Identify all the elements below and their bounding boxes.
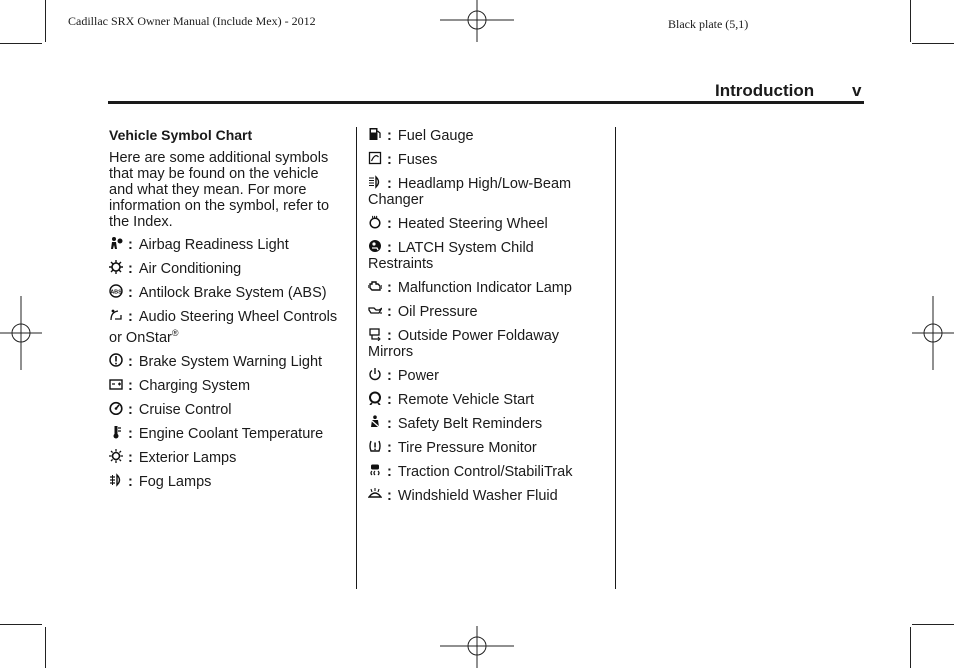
- section-title: Introduction: [715, 81, 815, 100]
- engine-check-icon: [368, 279, 382, 293]
- symbol-colon: :: [387, 368, 392, 384]
- symbol-label: Remote Vehicle Start: [397, 392, 535, 408]
- symbol-entry: [109, 425, 345, 442]
- symbol-colon: :: [387, 328, 392, 344]
- symbol-colon: :: [387, 416, 392, 432]
- oil-can-icon: [368, 303, 382, 317]
- coolant-temperature-icon: [109, 425, 123, 439]
- symbol-colon: :: [128, 401, 133, 418]
- symbol-label: Engine Coolant Temperature: [138, 425, 324, 442]
- symbol-label: Windshield Washer Fluid: [397, 488, 558, 504]
- symbol-colon: :: [387, 488, 392, 504]
- column-divider: [615, 127, 616, 589]
- airbag-icon: [109, 236, 123, 250]
- crop-mark: [910, 0, 911, 42]
- power-icon: [368, 367, 382, 381]
- abs-icon: [109, 284, 123, 298]
- remote-start-icon: [368, 391, 382, 405]
- column-divider: [356, 127, 357, 589]
- cruise-control-icon: [109, 401, 123, 415]
- crop-mark: [0, 624, 42, 625]
- plate-label: Black plate (5,1): [668, 17, 749, 31]
- symbol-label: Safety Belt Reminders: [397, 416, 543, 432]
- fuses-icon: [368, 151, 382, 165]
- symbol-colon: :: [128, 309, 133, 325]
- symbol-label: Fog Lamps: [138, 473, 212, 490]
- page-number: v: [852, 81, 862, 100]
- traction-control-icon: [368, 463, 382, 477]
- symbol-label: Outside Power Foldaway Mirrors: [368, 328, 560, 360]
- exterior-lamps-icon: [109, 449, 123, 463]
- symbol-colon: :: [128, 261, 133, 277]
- crop-mark: [45, 627, 46, 668]
- symbol-colon: :: [387, 128, 392, 144]
- symbol-label: Charging System: [138, 377, 251, 394]
- symbol-colon: :: [128, 285, 133, 301]
- air-conditioning-icon: [109, 260, 123, 274]
- symbol-label: Cruise Control: [138, 401, 232, 418]
- registration-mark-icon: [0, 296, 42, 370]
- symbol-colon: :: [128, 449, 133, 466]
- seat-belt-icon: [368, 415, 382, 429]
- symbol-entry: [368, 127, 600, 144]
- symbol-entry: [368, 391, 600, 408]
- symbol-entry: [109, 308, 345, 346]
- mirror-fold-icon: [368, 327, 382, 341]
- symbol-label: Air Conditioning: [138, 261, 242, 277]
- symbol-entry: [368, 215, 600, 232]
- svg-text:ABS: ABS: [110, 289, 122, 296]
- symbol-list: [109, 236, 345, 490]
- symbol-colon: :: [128, 425, 133, 442]
- symbol-colon: :: [387, 440, 392, 456]
- symbol-label: LATCH System Child Restraints: [368, 240, 534, 272]
- symbol-colon: :: [128, 473, 133, 490]
- symbol-colon: :: [387, 216, 392, 232]
- symbol-colon: :: [128, 237, 133, 253]
- headlamp-beam-icon: [368, 175, 382, 189]
- symbol-label: Audio Steering Wheel Controls or OnStar: [109, 309, 338, 346]
- symbol-label: Heated Steering Wheel: [397, 216, 548, 232]
- symbol-colon: :: [387, 392, 392, 408]
- registration-mark-icon: [912, 296, 954, 370]
- washer-fluid-icon: [368, 487, 382, 501]
- symbol-label: Power: [397, 368, 439, 384]
- symbol-list: [368, 127, 600, 504]
- steering-controls-icon: [109, 308, 123, 322]
- symbol-label: Tire Pressure Monitor: [397, 440, 537, 456]
- symbol-entry: [368, 415, 600, 432]
- symbol-entry: [109, 236, 345, 253]
- symbol-entry: [109, 353, 345, 370]
- symbol-entry: [368, 439, 600, 456]
- registration-mark-icon: [440, 0, 514, 42]
- symbol-entry: [368, 279, 600, 296]
- symbol-colon: :: [387, 304, 392, 320]
- fuel-gauge-icon: [368, 127, 382, 141]
- symbol-label: Fuel Gauge: [397, 128, 474, 144]
- symbol-entry: [368, 463, 600, 480]
- symbol-entry: [368, 175, 600, 208]
- symbol-entry: [109, 284, 345, 301]
- latch-child-restraint-icon: [368, 239, 382, 253]
- symbol-label: Fuses: [397, 152, 438, 168]
- chart-intro: Here are some additional symbols that may be found on the vehicle and what they mean. For more information on the symbol, refer to the Index.: [109, 150, 330, 230]
- crop-mark: [912, 43, 954, 44]
- registered-mark: ®: [171, 328, 179, 338]
- symbol-entry: [109, 473, 345, 490]
- symbol-label: Exterior Lamps: [138, 449, 237, 466]
- symbol-colon: :: [387, 280, 392, 296]
- symbol-colon: :: [387, 240, 392, 256]
- symbol-entry: [109, 260, 345, 277]
- symbol-label: Antilock Brake System (ABS): [138, 285, 327, 301]
- symbol-label: Malfunction Indicator Lamp: [397, 280, 572, 296]
- header-rule: [108, 101, 864, 104]
- symbol-label: Airbag Readiness Light: [138, 237, 289, 253]
- manual-title: Cadillac SRX Owner Manual (Include Mex) - 2012: [68, 14, 316, 28]
- symbol-colon: :: [387, 152, 392, 168]
- symbol-entry: [368, 239, 600, 272]
- registration-mark-icon: [440, 626, 514, 668]
- symbol-column-2: [368, 127, 600, 511]
- symbol-label: Oil Pressure: [397, 304, 478, 320]
- chart-heading: Vehicle Symbol Chart: [109, 127, 253, 143]
- symbol-label: Traction Control/StabiliTrak: [397, 464, 573, 480]
- symbol-entry: [368, 151, 600, 168]
- crop-mark: [912, 624, 954, 625]
- heated-steering-icon: [368, 215, 382, 229]
- symbol-entry: [368, 367, 600, 384]
- symbol-entry: [368, 303, 600, 320]
- symbol-entry: [109, 401, 345, 418]
- symbol-entry: [109, 377, 345, 394]
- symbol-column-1: [109, 127, 345, 497]
- crop-mark: [910, 627, 911, 668]
- symbol-colon: :: [387, 464, 392, 480]
- crop-mark: [0, 43, 42, 44]
- symbol-colon: :: [387, 176, 392, 192]
- symbol-entry: [368, 487, 600, 504]
- symbol-label: Headlamp High/Low-Beam Changer: [368, 176, 572, 208]
- symbol-label: Brake System Warning Light: [138, 353, 323, 370]
- symbol-colon: :: [128, 353, 133, 370]
- battery-icon: [109, 377, 123, 391]
- symbol-colon: :: [128, 377, 133, 394]
- tire-pressure-icon: [368, 439, 382, 453]
- crop-mark: [45, 0, 46, 42]
- fog-lamps-icon: [109, 473, 123, 487]
- brake-warning-icon: [109, 353, 123, 367]
- symbol-entry: [368, 327, 600, 360]
- symbol-entry: [109, 449, 345, 466]
